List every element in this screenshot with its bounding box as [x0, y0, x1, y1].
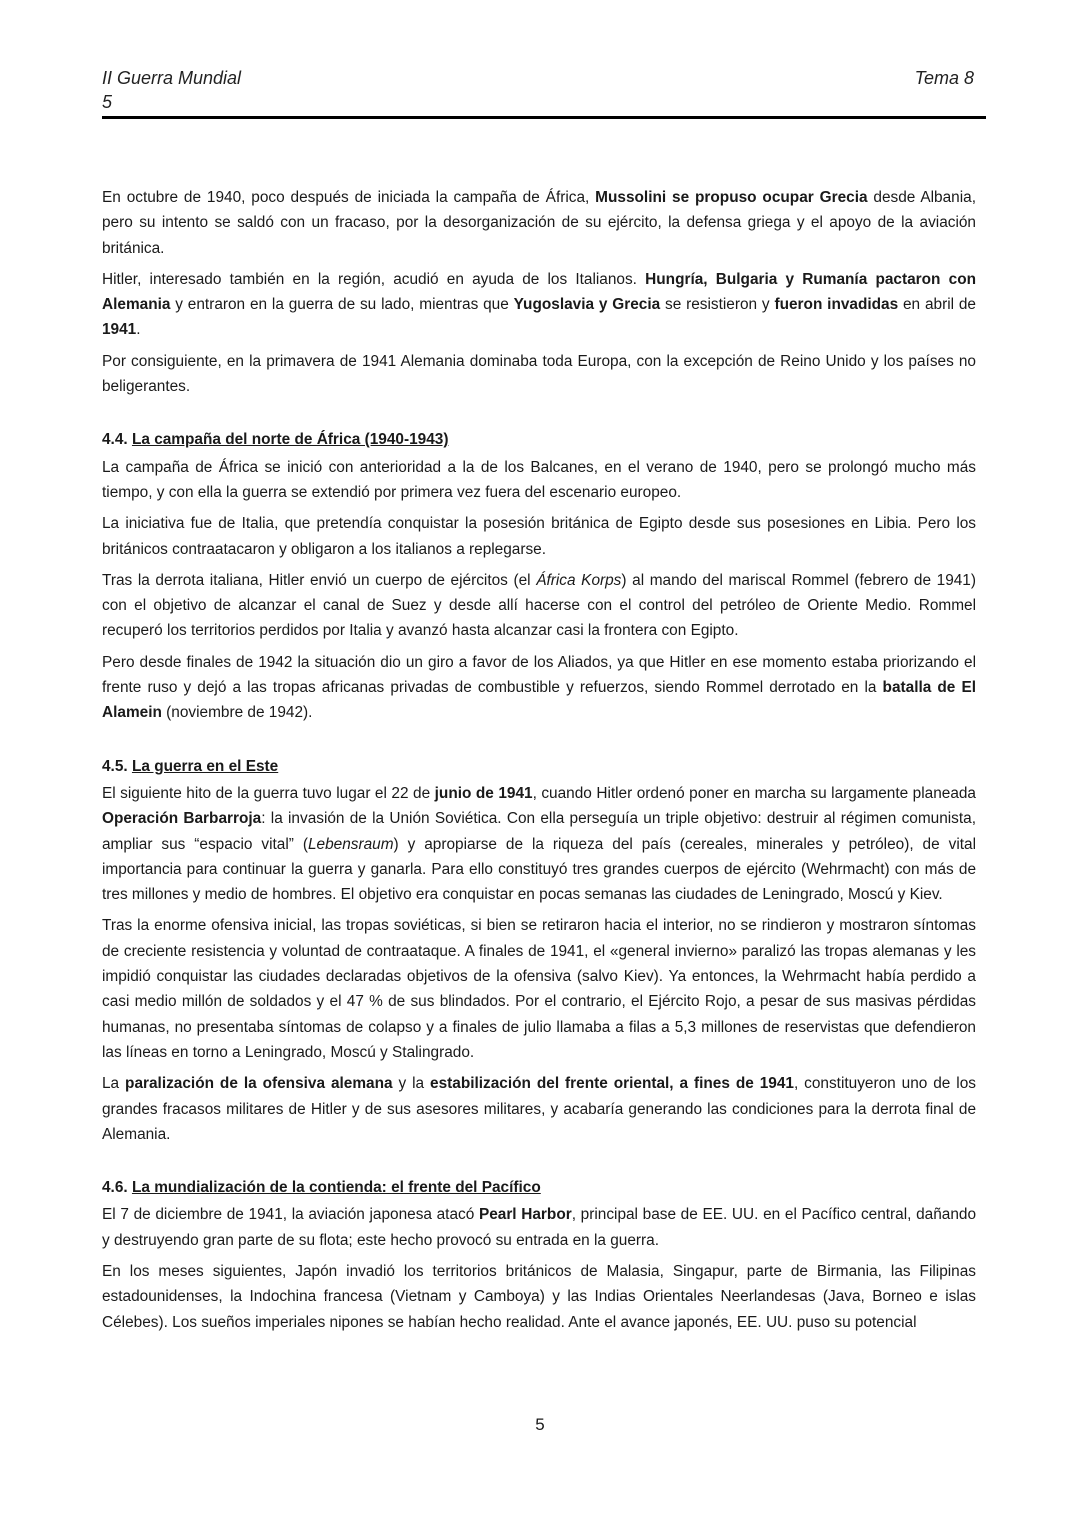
section-number: 4.5.: [102, 757, 128, 775]
text-run: desde Albania, pero su intento se saldó con un fracaso, por la desorganización de su ejército, la defensa griega y el apoyo de la aviación británica.: [102, 189, 976, 257]
text-run: .: [136, 321, 141, 339]
text-run: ) y apropiarse de la riqueza del país (cereales, minerales y petróleo), de vital importancia para continuar la guerra y ganarla. Para ello constituyó tres grandes cuerpos de ejército (Wehrmacht) con más de tres millones y medio de hombres. El objetivo era conquistar en pocas semanas las ciudades de Leningrado, Moscú y Kiev.: [102, 835, 976, 904]
text-run: , cuando Hitler ordenó poner en marcha su largamente planeada: [532, 784, 976, 802]
bold-text: 1941: [102, 321, 137, 339]
header-topic: Tema 8: [914, 68, 974, 88]
paragraph: [102, 1202, 976, 1253]
bold-text: paralización de la ofensiva alemana: [125, 1075, 393, 1093]
bold-text: Pearl Harbor: [478, 1206, 572, 1224]
paragraph: Tras la enorme ofensiva inicial, las tropas soviéticas, si bien se retiraron hacia el interior, no se rindieron y mostraron síntomas de creciente resistencia y voluntad de contraataque. A finales de 1941, el «general invierno» paralizó las tropas alemanas y les impidió conquistar las ciudades declaradas objetivos de la ofensiva (salvo Kiev). Ya entonces, la Wehrmacht había perdido a casi medio millón de soldados y el 47 % de sus blindados. Por el contrario, el Ejército Rojo, a pesar de sus masivas pérdidas humanas, no presentaba síntomas de colapso y a finales de julio llamaba a filas a 5,3 millones de reservistas que defendieron las líneas en torno a Leningrado, Moscú y Stalingrado.: [102, 917, 976, 1061]
text-run: ) al mando del mariscal Rommel (febrero de 1941) con el objetivo de alcanzar el canal de Suez y desde allí hacerse con el control del petróleo de Oriente Medio. Rommel recuperó los territorios perdidos por Italia y avanzó hasta alcanzar casi la frontera con Egipto.: [102, 571, 976, 640]
section-title: La campaña del norte de África (1940-1943): [131, 431, 449, 449]
bold-text: Operación Barbarroja: [102, 810, 262, 828]
text-run: , principal base de EE. UU. en el Pacífico central, dañando y destruyendo gran parte de su flota; este hecho provocó su entrada en la guerra.: [102, 1206, 976, 1249]
page-number: 5: [535, 1415, 545, 1434]
bold-text: batalla de El Alamein: [102, 679, 977, 722]
document-body: [102, 185, 976, 1341]
section-heading-4-4: [102, 427, 976, 452]
italic-text: África Korps: [536, 571, 622, 589]
paragraph: Por consiguiente, en la primavera de 1941 Alemania dominaba toda Europa, con la excepción de Reino Unido y los países no beligerantes.: [102, 352, 976, 396]
text-run: (noviembre de 1942).: [161, 704, 313, 722]
paragraph: [102, 568, 976, 644]
text-run: , constituyeron uno de los grandes fracasos militares de Hitler y de sus asesores militares, y acabaría generando las condiciones para la derrota final de Alemania.: [102, 1075, 976, 1143]
section-title: La guerra en el Este: [131, 757, 279, 775]
section-title: La mundialización de la contienda: el frente del Pacífico: [131, 1179, 541, 1197]
bold-text: fueron invadidas: [774, 296, 899, 314]
text-run: : la invasión de la Unión Soviética. Con ella perseguía un triple objetivo: destruir al régimen comunista, ampliar sus “espacio vital” (: [102, 810, 976, 853]
paragraph: [102, 781, 976, 907]
text-run: El siguiente hito de la guerra tuvo lugar el 22 de: [102, 784, 435, 802]
italic-text: Lebensraum: [307, 835, 394, 853]
page-header: [102, 64, 974, 116]
text-run: Tras la derrota italiana, Hitler envió un cuerpo de ejércitos (el: [102, 571, 537, 589]
text-run: El 7 de diciembre de 1941, la aviación japonesa atacó: [102, 1206, 479, 1224]
paragraph: [102, 185, 976, 261]
bold-text: junio de 1941: [434, 784, 533, 802]
section-heading-4-6: [102, 1175, 976, 1200]
text-run: La: [102, 1075, 126, 1093]
section-number: 4.6.: [102, 1179, 128, 1197]
text-run: se resistieron y: [660, 296, 775, 314]
bold-text: Yugoslavia y Grecia: [513, 296, 661, 314]
header-divider: [102, 116, 986, 119]
text-run: en abril de: [898, 296, 976, 314]
text-run: y entraron en la guerra de su lado, mientras que: [170, 296, 514, 314]
text-run: En octubre de 1940, poco después de iniciada la campaña de África,: [102, 189, 596, 206]
bold-text: Mussolini se propuso ocupar Grecia: [595, 189, 868, 206]
section-number: 4.4.: [102, 431, 128, 449]
header-title: II Guerra Mundial: [102, 68, 242, 88]
bold-text: estabilización del frente oriental, a fines de 1941: [430, 1075, 794, 1093]
paragraph: [102, 650, 976, 726]
paragraph: La iniciativa fue de Italia, que pretendía conquistar la posesión británica de Egipto desde sus posesiones en Libia. Pero los británicos contraatacaron y obligaron a los italianos a replegarse.: [102, 515, 976, 558]
section-heading-4-5: [102, 754, 976, 779]
text-run: y la: [392, 1075, 431, 1093]
paragraph: En los meses siguientes, Japón invadió los territorios británicos de Malasia, Singapur, parte de Birmania, las Filipinas estadounidenses, la Indochina francesa (Vietnam y Camboya) y las Indias Orientales Neerlandesas (Java, Borneo e islas Célebes). Los sueños imperiales nipones se habían hecho realidad. Ante el avance japonés, EE. UU. puso su potencial: [102, 1262, 976, 1331]
paragraph: [102, 267, 976, 343]
paragraph: La campaña de África se inició con anterioridad a la de los Balcanes, en el verano de 1940, pero se prolongó mucho más tiempo, y con ella la guerra se extendió por primera vez fuera del escenario europeo.: [102, 458, 976, 501]
bold-text: Hungría, Bulgaria y Rumanía pactaron con Alemania: [102, 270, 976, 314]
text-run: Pero desde finales de 1942 la situación dio un giro a favor de los Aliados, ya que Hitler en ese momento estaba priorizando el frente ruso y dejó a las tropas africanas privadas de combustible y refuerzos, siendo Rommel derrotado en la: [102, 653, 976, 697]
paragraph: [102, 1071, 976, 1147]
header-number: 5: [102, 92, 113, 112]
text-run: Hitler, interesado también en la región, acudió en ayuda de los Italianos.: [102, 270, 646, 288]
